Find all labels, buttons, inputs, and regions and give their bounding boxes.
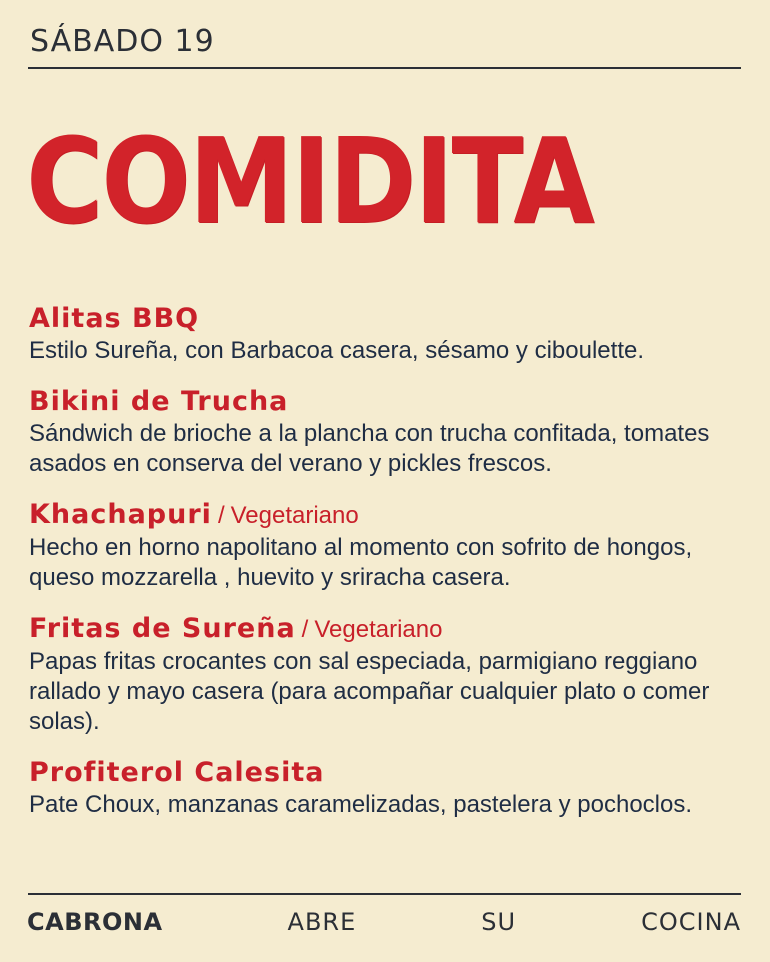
tag-separator: / bbox=[301, 616, 309, 643]
bottom-divider bbox=[28, 893, 741, 895]
footer-word-su: SU bbox=[481, 908, 517, 936]
menu-item-description: Sándwich de brioche a la plancha con trucha confitada, tomates asados en conserva del verano y pickles frescos. bbox=[29, 420, 710, 477]
date-label: SÁBADO 19 bbox=[30, 24, 215, 59]
menu-item-name: Alitas BBQ bbox=[29, 303, 200, 334]
menu-list bbox=[29, 301, 744, 838]
menu-item-header bbox=[29, 301, 744, 336]
menu-item-name: Profiterol Calesita bbox=[29, 757, 325, 788]
menu-item bbox=[29, 755, 744, 820]
footer-brand: CABRONA bbox=[27, 908, 163, 936]
menu-item-tag: Vegetariano bbox=[230, 502, 359, 529]
menu-item-header bbox=[29, 611, 744, 647]
menu-item-header bbox=[29, 497, 744, 533]
footer bbox=[27, 908, 741, 936]
menu-item bbox=[29, 497, 744, 593]
page-title: COMIDITA bbox=[26, 112, 593, 250]
footer-word-cocina: COCINA bbox=[641, 908, 741, 936]
menu-item bbox=[29, 611, 744, 737]
menu-item-description: Estilo Sureña, con Barbacoa casera, sésamo y ciboulette. bbox=[29, 337, 644, 364]
menu-item-description: Papas fritas crocantes con sal especiada, parmigiano reggiano rallado y mayo casera (para acompañar cualquier plato o comer solas). bbox=[29, 648, 710, 735]
menu-item-tag: Vegetariano bbox=[314, 616, 443, 643]
menu-item-header bbox=[29, 755, 744, 790]
menu-item-name: Khachapuri bbox=[29, 499, 212, 530]
menu-item-header bbox=[29, 384, 744, 419]
menu-item-description: Hecho en horno napolitano al momento con sofrito de hongos, queso mozzarella , huevito y sriracha casera. bbox=[29, 534, 693, 591]
top-divider bbox=[28, 67, 741, 69]
tag-separator: / bbox=[217, 502, 225, 529]
menu-item-name: Bikini de Trucha bbox=[29, 386, 289, 417]
menu-item bbox=[29, 384, 744, 479]
menu-item-description: Pate Choux, manzanas caramelizadas, pastelera y pochoclos. bbox=[29, 791, 693, 818]
menu-item-name: Fritas de Sureña bbox=[29, 613, 296, 644]
menu-item bbox=[29, 301, 744, 366]
footer-word-abre: ABRE bbox=[287, 908, 357, 936]
